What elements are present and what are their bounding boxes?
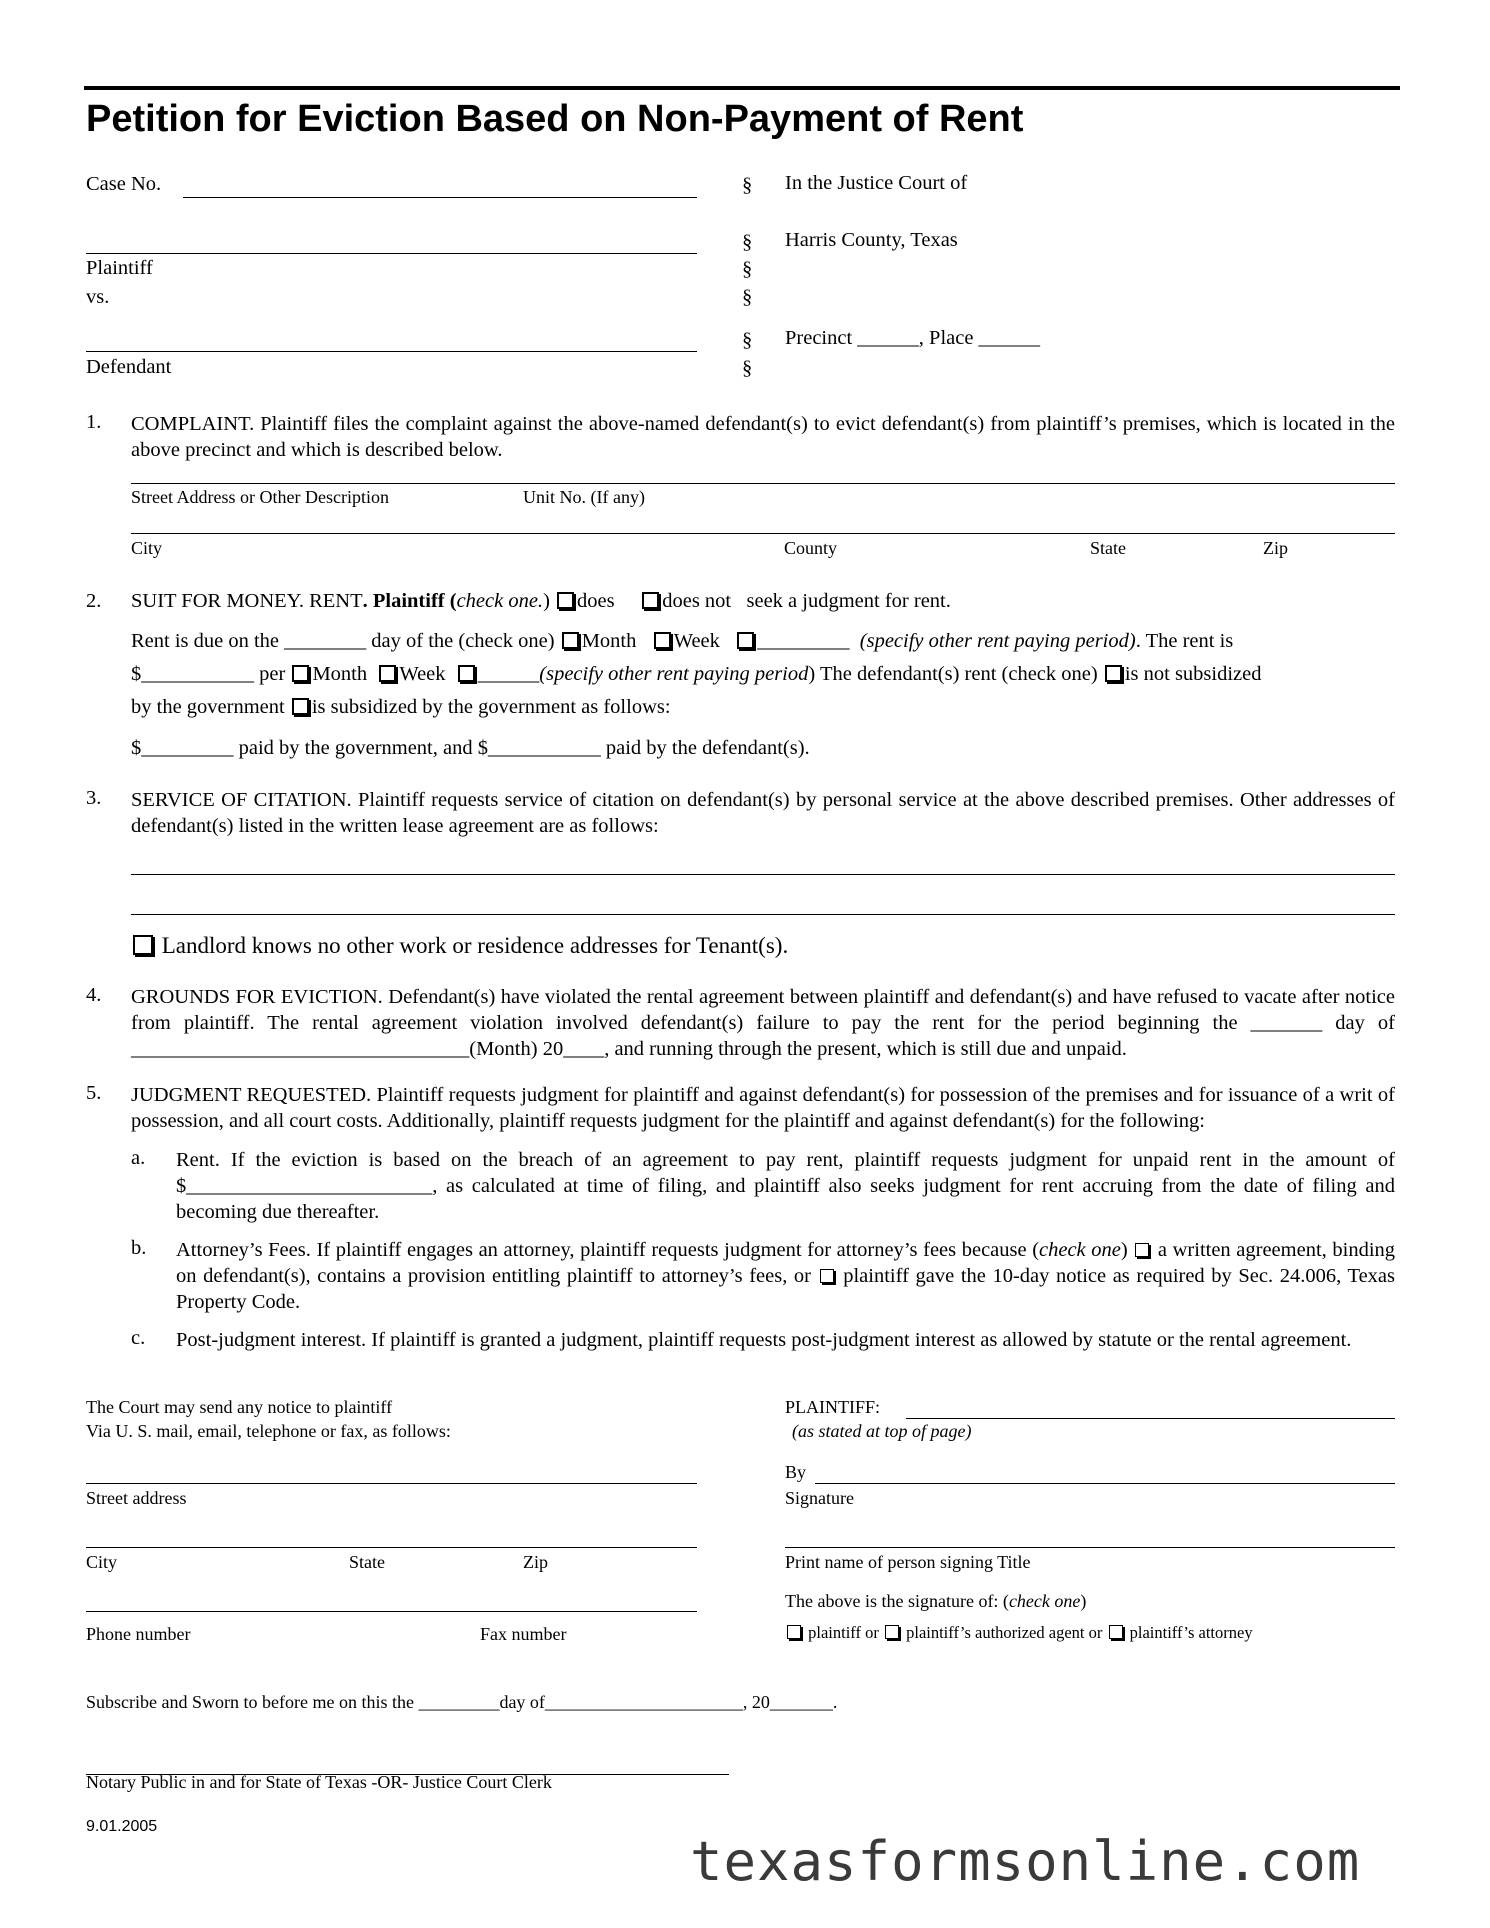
signature-of-text: The above is the signature of: ( — [785, 1591, 1009, 1611]
month-label: Month — [581, 630, 637, 652]
written-agreement-text: a written agreement, binding on defendant(s), contains a provision entitling plaintiff to attorney’s fees, or — [176, 1239, 1396, 1287]
defendant-name-field[interactable] — [86, 351, 697, 352]
other-period-checkbox[interactable] — [737, 632, 754, 649]
fax-label: Fax number — [480, 1624, 567, 1644]
plaintiff-signature-label: PLAINTIFF: — [785, 1397, 881, 1417]
notary-label: Notary Public in and for State of Texas -OR- Justice Court Clerk — [86, 1772, 552, 1792]
notice-street-field[interactable] — [86, 1483, 697, 1484]
subsection-label: c. — [131, 1327, 146, 1349]
is-subsidized-label: is subsidized by the government as follows: — [311, 696, 671, 718]
does-not-label: does not — [662, 590, 732, 612]
close-paren: ) — [1120, 1239, 1128, 1261]
as-stated-note: (as stated at top of page) — [792, 1421, 972, 1441]
specify-other-text: (specify other rent paying period) — [859, 630, 1136, 652]
ten-day-notice-text: plaintiff gave the 10-day notice as required by Sec. 24.006, Texas Property Code. — [176, 1265, 1395, 1313]
month-checkbox[interactable] — [562, 632, 579, 649]
per-month-label: Month — [312, 663, 368, 685]
complaint-text: COMPLAINT. Plaintiff files the complaint against the above-named defendant(s) to evict defendant(s) from plaintiff’s premises, which is located in the above precinct and which is described below. — [131, 413, 1395, 461]
vs-label: vs. — [86, 286, 110, 308]
other-period-field[interactable]: _________ — [757, 630, 850, 652]
is-subsidized-checkbox[interactable] — [292, 698, 309, 715]
does-checkbox[interactable] — [557, 592, 574, 609]
suit-for-money-line — [131, 590, 951, 613]
rent-due-text[interactable]: Rent is due on the ________ day of the (check one) — [131, 630, 555, 652]
notice-city-state-zip-field[interactable] — [86, 1547, 697, 1548]
written-agreement-checkbox[interactable] — [1135, 1243, 1149, 1257]
landlord-knows-line — [131, 933, 788, 959]
subsidy-text: ) The defendant(s) rent (check one) — [808, 663, 1098, 685]
zip-label: Zip — [523, 1552, 548, 1572]
other-address-field-2[interactable] — [131, 914, 1395, 915]
post-judgment-interest-text: Post-judgment interest. If plaintiff is granted a judgment, plaintiff requests post-judgment interest as allowed by statute or the rental agreement. — [176, 1329, 1352, 1351]
government-paid-line[interactable]: $_________ paid by the government, and $___________ paid by the defendant(s). — [131, 737, 810, 759]
signer-attorney-label: plaintiff’s attorney — [1129, 1623, 1253, 1642]
form-date: 9.01.2005 — [86, 1818, 158, 1835]
landlord-knows-checkbox[interactable] — [133, 935, 153, 955]
notice-line-1: The Court may send any notice to plaintiff — [86, 1397, 393, 1417]
section-symbol: § — [742, 258, 753, 280]
check-one-text: check one — [1008, 1591, 1081, 1611]
signer-plaintiff-label: plaintiff or — [808, 1623, 879, 1642]
sworn-statement[interactable]: Subscribe and Sworn to before me on this the _________day of______________________, 20_______. — [86, 1692, 838, 1712]
does-not-checkbox[interactable] — [642, 592, 659, 609]
case-no-field[interactable] — [183, 197, 697, 198]
rent-amount-line — [131, 663, 1262, 686]
street-address-label: Street Address or Other Description — [131, 487, 389, 507]
city-label: City — [86, 1552, 118, 1572]
city-county-state-zip-field[interactable] — [131, 533, 1395, 534]
subsection-label: b. — [131, 1237, 147, 1259]
page-title: Petition for Eviction Based on Non-Payment of Rent — [86, 98, 1024, 140]
plaintiff-name-line[interactable] — [906, 1418, 1395, 1419]
by-label: By — [785, 1462, 807, 1482]
not-subsidized-label: is not subsidized — [1124, 663, 1262, 685]
week-checkbox[interactable] — [654, 632, 671, 649]
zip-label: Zip — [1263, 538, 1288, 558]
print-name-label: Print name of person signing Title — [785, 1552, 1031, 1572]
per-month-checkbox[interactable] — [292, 665, 309, 682]
state-label: State — [349, 1552, 385, 1572]
case-no-label: Case No. — [86, 173, 162, 195]
landlord-knows-label: Landlord knows no other work or residence addresses for Tenant(s). — [161, 933, 789, 958]
section-symbol: § — [742, 286, 753, 308]
section-symbol: § — [742, 329, 753, 351]
close-paren: ) — [1080, 1591, 1087, 1611]
check-one-text: check one. — [456, 590, 544, 612]
per-week-label: Week — [399, 663, 446, 685]
rent-is-text: . The rent is — [1135, 630, 1234, 652]
unit-no-label: Unit No. (If any) — [523, 487, 645, 507]
section-number: 3. — [86, 787, 102, 809]
section-symbol: § — [742, 174, 753, 196]
per-other-checkbox[interactable] — [458, 665, 475, 682]
subsection-label: a. — [131, 1147, 146, 1169]
per-other-field[interactable]: ______ — [477, 663, 540, 685]
week-label: Week — [673, 630, 720, 652]
signer-plaintiff-checkbox[interactable] — [787, 1625, 801, 1639]
not-subsidized-checkbox[interactable] — [1105, 665, 1122, 682]
signer-agent-checkbox[interactable] — [885, 1625, 899, 1639]
phone-fax-field[interactable] — [86, 1611, 697, 1612]
plaintiff-name-field[interactable] — [86, 253, 697, 254]
per-week-checkbox[interactable] — [379, 665, 396, 682]
grounds-for-eviction-text: GROUNDS FOR EVICTION. Defendant(s) have violated the rental agreement between plaintiff and defendant(s) and have refused to vacate after notice from plaintiff. The rental agreement violation involved defendant(s) failure to pay the rent for the period beginning the _______ day of _________________________________(Month) 20____, and running through the present, which is still due and unpaid. — [131, 986, 1395, 1060]
precinct-place-field[interactable]: Precinct ______, Place ______ — [785, 327, 1041, 349]
city-label: City — [131, 538, 163, 558]
suit-heading-period: . Plaintiff ( — [362, 590, 457, 612]
section-number: 5. — [86, 1082, 102, 1104]
check-one-text: check one — [1039, 1239, 1121, 1261]
specify-other-text: (specify other rent paying period — [539, 663, 809, 685]
notice-line-2: Via U. S. mail, email, telephone or fax, as follows: — [86, 1421, 451, 1441]
street-address-label: Street address — [86, 1488, 187, 1508]
service-of-citation-text: SERVICE OF CITATION. Plaintiff requests service of citation on defendant(s) by personal service at the above described premises. Other addresses of defendant(s) listed in the written lease agreement are as follows: — [131, 789, 1395, 837]
signature-line[interactable] — [815, 1483, 1395, 1484]
phone-label: Phone number — [86, 1624, 191, 1644]
county-label: County — [784, 538, 838, 558]
plaintiff-label: Plaintiff — [86, 257, 153, 279]
section-number: 1. — [86, 411, 102, 433]
seek-judgment-text: seek a judgment for rent. — [746, 590, 951, 612]
street-address-field[interactable] — [131, 483, 1395, 484]
rent-due-line — [131, 630, 1395, 653]
subsidized-line — [131, 696, 671, 719]
rent-judgment-text: Rent. If the eviction is based on the breach of an agreement to pay rent, plaintiff requests judgment for unpaid rent in the amount of $________________________, as calculated at time of filing, and plaintiff also seeks judgment for rent accruing from the date of filing and becoming due thereafter. — [176, 1149, 1395, 1223]
top-rule — [84, 86, 1400, 90]
signer-type-options — [785, 1623, 1253, 1643]
section-number: 4. — [86, 984, 102, 1006]
attorney-fees-text-1: Attorney’s Fees. If plaintiff engages an attorney, plaintiff requests judgment for attorney’s fees because ( — [176, 1239, 1040, 1261]
defendant-label: Defendant — [86, 356, 172, 378]
signature-label: Signature — [785, 1488, 854, 1508]
county-label: Harris County, Texas — [785, 229, 958, 251]
watermark: texasformsonline.com — [690, 1830, 1361, 1893]
signature-of-line — [785, 1591, 1086, 1612]
signer-attorney-checkbox[interactable] — [1109, 1625, 1123, 1639]
print-name-line[interactable] — [785, 1547, 1395, 1548]
court-label: In the Justice Court of — [785, 172, 968, 194]
ten-day-notice-checkbox[interactable] — [820, 1269, 834, 1283]
state-label: State — [1090, 538, 1126, 558]
other-address-field-1[interactable] — [131, 874, 1395, 875]
judgment-requested-text: JUDGMENT REQUESTED. Plaintiff requests judgment for plaintiff and against defendant(s) for possession of the premises and for issuance of a writ of possession, and all court costs. Additionally, plaintiff requests judgment for the plaintiff and against defendant(s) for the following: — [131, 1084, 1395, 1132]
close-paren: ) — [543, 590, 550, 612]
signer-agent-label: plaintiff’s authorized agent or — [906, 1623, 1103, 1642]
rent-amount-field[interactable]: $___________ per — [131, 663, 286, 685]
suit-heading: SUIT FOR MONEY. RENT — [131, 590, 363, 612]
by-government-text: by the government — [131, 696, 285, 718]
does-label: does — [577, 590, 615, 612]
section-number: 2. — [86, 590, 102, 612]
section-symbol: § — [742, 357, 753, 379]
section-symbol: § — [742, 231, 753, 253]
attorney-fees-text — [176, 1237, 1395, 1315]
